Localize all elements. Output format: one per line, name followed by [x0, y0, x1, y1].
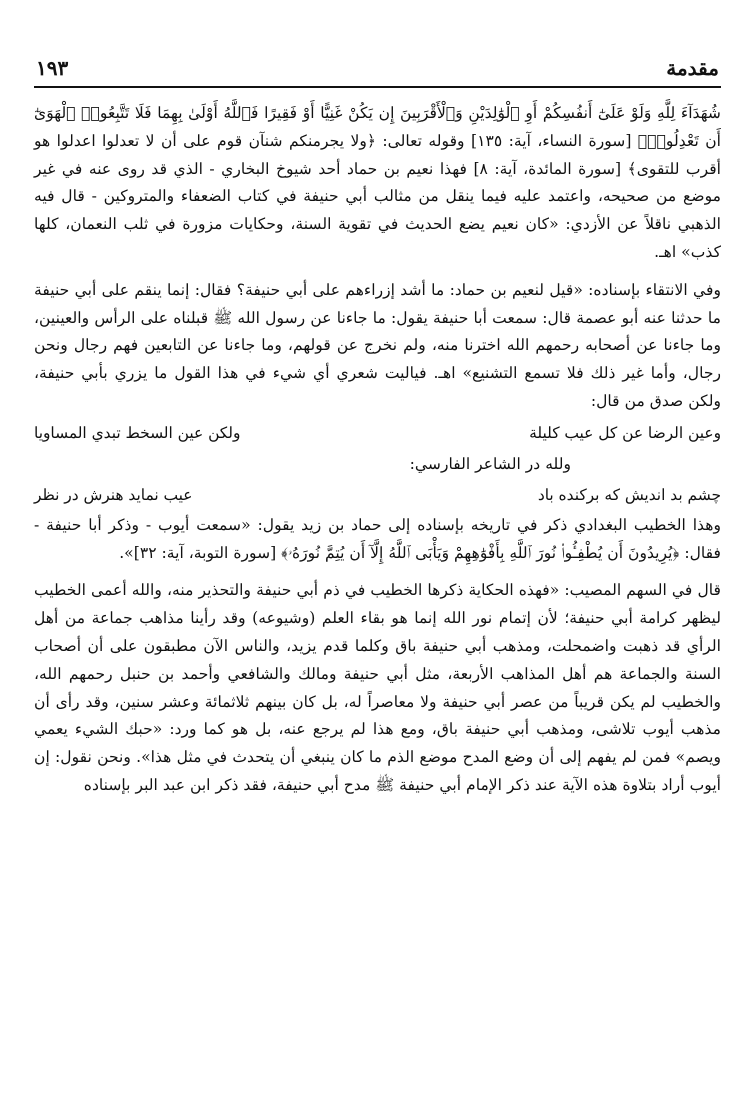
poem-verse-2-right: چشم بد انديش كه بركنده باد [537, 485, 721, 504]
poem-verse-1 [34, 416, 721, 450]
paragraph-4: قال في السهم المصيب: «فهذه الحكاية ذكرها الخطيب في ذم أبي حنيفة والتحذير منه، والله أعمى الخطيب ليظهر كرامة أبي حنيفة؛ لأن إتمام نور الله إنما هو بقاء العلم (وشيوعه) وقد رأينا مذاهب جماعة من أهل الرأي قد ذهبت واضمحلت، ومذهب أبي حنيفة باق وكلما قدم يزيد، والناس الآن مطبقون على أن أصحاب السنة والجماعة هم أهل المذاهب الأربعة، مثل أبي حنيفة ومالك والشافعي وأحمد بن حنبل رحمهم الله، والخطيب لم يكن قريباً من عصر أبي حنيفة ولا معاصراً له، بل كان بينهم ثلاثمائة وعشر سنين، وقد رأى أن مذهب أيوب تلاشى، ومذهب أبي حنيفة باق، ومع هذا لم يرجع عنه، بل هو كما ورد: «حبك الشيء يعمي ويصم» فمن لم يفهم إلى أن وضع المدح موضع الذم ما كان ينبغي أن يتحدث في مثل هذا». ونحن نقول: إن أيوب أراد بتلاوة هذه الآية عند ذكر الإمام أبي حنيفة ﷺ مدح أبي حنيفة، فقد ذكر ابن عبد البر بإسناده [34, 581, 721, 794]
paragraph-2: وفي الانتقاء بإسناده: «قيل لنعيم بن حماد: ما أشد إزراءهم على أبي حنيفة؟ فقال: إنما ينقم على أبي حنيفة ما حدثنا عنه أبو عصمة قال: سمعت أبا حنيفة يقول: ما جاءنا عن رسول الله ﷺ قبلناه على الرأس والعينين، وما جاءنا عن أصحابه رحمهم الله اخترنا منه، ولم نخرج عن قولهم، وما جاءنا عن التابعين فهم رجال ونحن رجال، وأما غير ذلك فلا تسمع التشنيع» اهـ. فياليت شعري أي شيء في هذا القول ما يزري بأبي حنيفة، ولكن صدق من قال: [34, 280, 721, 410]
poem-verse-1-left: ولكن عين السخط تبدي المساويا [34, 423, 241, 442]
page-body [34, 100, 721, 800]
page-number: ١٩٣ [36, 56, 69, 80]
poem-verse-2 [34, 478, 721, 512]
poem-2-intro: ولله در الشاعر الفارسي: [409, 454, 571, 473]
poem-verse-2-left: عيب نمايد هنرش در نظر [34, 485, 193, 504]
paragraph-3: وهذا الخطيب البغدادي ذكر في تاريخه بإسناده إلى حماد بن زيد يقول: «سمعت أيوب - وذكر أبا حنيفة - فقال: ﴿يُرِيدُونَ أَن يُطْفِـُٔوا۟ نُورَ ٱللَّهِ بِأَفْوَٰهِهِمْ وَيَأْبَى ٱللَّهُ إِلَّآ أَن يُتِمَّ نُورَهُۥ﴾ [سورة التوبة، آية: ٣٢]». [34, 515, 721, 562]
paragraph-1: شُهَدَآءَ لِلَّهِ وَلَوْ عَلَىٰٓ أَنفُسِكُمْ أَوِ ٱلْوَٰلِدَيْنِ وَٱلْأَقْرَبِينَ إِن يَكُنْ غَنِيًّا أَوْ فَقِيرًا فَٱللَّهُ أَوْلَىٰ بِهِمَا فَلَا تَتَّبِعُوا۟ ٱلْهَوَىٰٓ أَن تَعْدِلُوا۟﴾ [سورة النساء، آية: ١٣٥] وقوله تعالى: ﴿ولا يجرمنكم شنآن قوم على أن لا تعدلوا اعدلوا هو أقرب للتقوى﴾ [سورة المائدة، آية: ٨] فهذا نعيم بن حماد أحد شيوخ البخاري - الذي قد روى عنه في غير موضع من صحيحه، واعتمد عليه فيما ينقل من مثالب أبي حنيفة في كتاب الضعفاء والمتروكين - قال فيه الذهبي ناقلاً عن الأزدي: «كان نعيم يضع الحديث في تقوية السنة، وحكايات مزورة في ثلب النعمان، كلها كذب» اهـ. [34, 104, 721, 261]
header-rule [34, 86, 721, 88]
header-title: مقدمة [666, 56, 719, 80]
running-header [36, 50, 719, 80]
poem-verse-1-right: وعين الرضا عن كل عيب كليلة [529, 423, 721, 442]
